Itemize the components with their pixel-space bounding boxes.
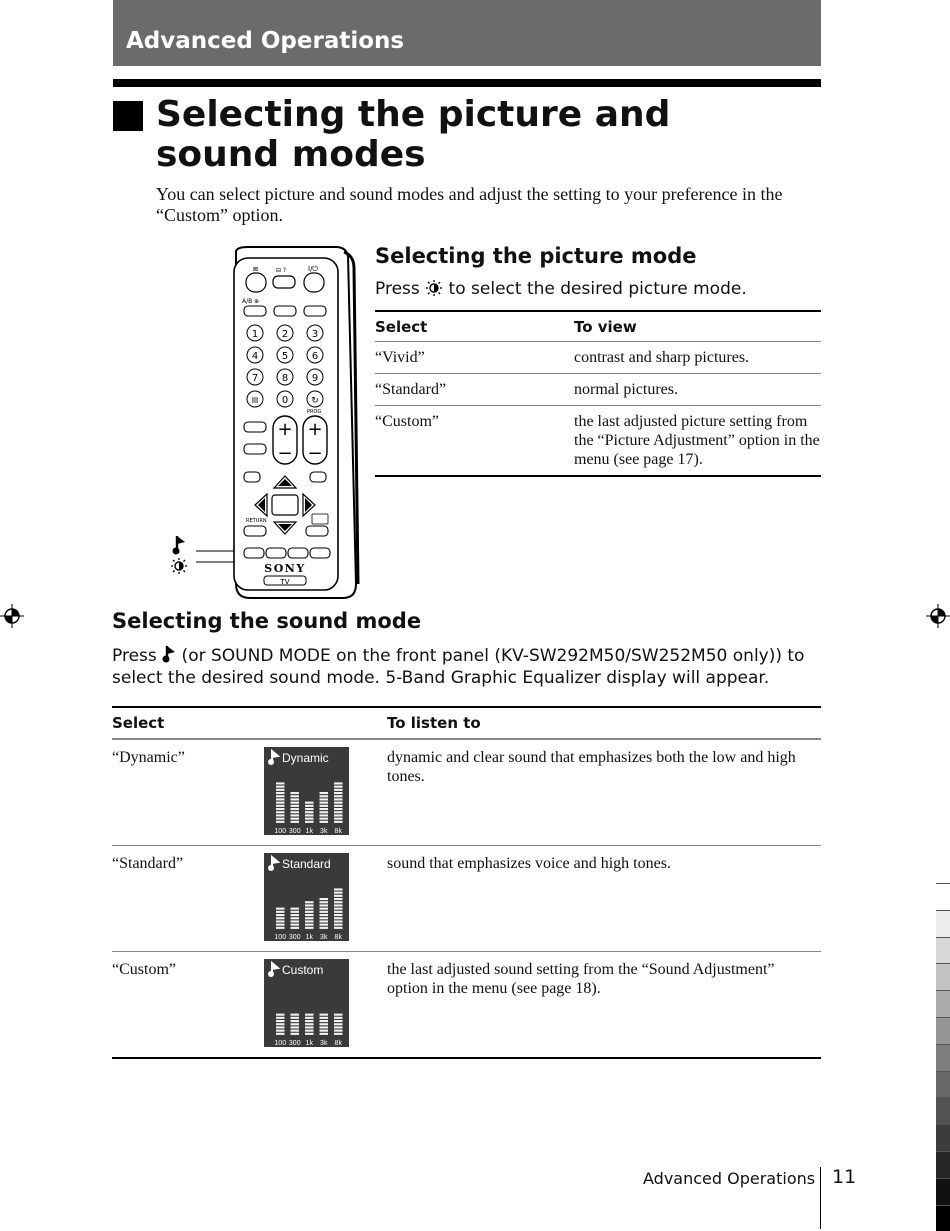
equalizer-bar-segment [276, 805, 285, 807]
equalizer-bar-segment [334, 898, 343, 900]
sound-mode-table [112, 706, 821, 1059]
equalizer-svg [264, 959, 349, 1047]
equalizer-bar-segment [276, 802, 285, 804]
intro-text: You can select picture and sound modes and adjust the setting to your preference in the “Custom” option. [156, 184, 783, 225]
svg-text:3: 3 [311, 329, 319, 340]
equalizer-bar-segment [305, 914, 314, 916]
equalizer-bar-segment [320, 811, 329, 813]
equalizer-bar-segment [320, 908, 329, 910]
equalizer-bar-segment [320, 802, 329, 804]
equalizer-bar-segment [291, 821, 300, 823]
table-row [375, 341, 821, 373]
equalizer-bar-segment [276, 924, 285, 926]
equalizer-bar-segment [291, 805, 300, 807]
svg-text:+: + [307, 419, 323, 440]
equalizer-bar-segment [276, 1017, 285, 1019]
equalizer-bar-segment [276, 789, 285, 791]
equalizer-bar-segment [291, 1026, 300, 1028]
equalizer-bar-segment [305, 808, 314, 810]
row-description: dynamic and clear sound that emphasizes both the low and high tones. [387, 749, 796, 785]
table-row [112, 845, 821, 951]
remote-model-label: TV [280, 578, 290, 586]
equalizer-bar-segment [320, 920, 329, 922]
svg-text:1: 1 [251, 329, 259, 340]
equalizer-bar-segment [334, 782, 343, 784]
equalizer-bar-segment [320, 914, 329, 916]
equalizer-bar-segment [320, 898, 329, 900]
equalizer-bar-segment [305, 811, 314, 813]
equalizer-bar-segment [276, 814, 285, 816]
equalizer-bar-segment [276, 808, 285, 810]
equalizer-bar-segment [276, 786, 285, 788]
equalizer-bar-segment [320, 821, 329, 823]
equalizer-bar-segment [291, 798, 300, 800]
registration-mark-icon [0, 604, 24, 628]
equalizer-bar-segment [334, 805, 343, 807]
row-select: “Dynamic” [112, 749, 185, 766]
picture-mode-icon [171, 558, 187, 574]
equalizer-mode-label: Custom [282, 963, 324, 977]
row-select: “Standard” [112, 855, 184, 872]
svg-text:↻: ↻ [311, 396, 319, 406]
equalizer-bar-segment [276, 917, 285, 919]
equalizer-bar-segment [334, 901, 343, 903]
page-title: Selecting the picture and sound modes [156, 94, 671, 175]
equalizer-bar-segment [305, 904, 314, 906]
equalizer-bar-segment [334, 904, 343, 906]
section-header [113, 0, 821, 66]
equalizer-bar-segment [276, 914, 285, 916]
equalizer-bar-segment [276, 821, 285, 823]
table-row [112, 951, 821, 1057]
equalizer-band-label: 8k [334, 1040, 342, 1047]
equalizer-bar-segment [320, 795, 329, 797]
picture-mode-icon [425, 280, 443, 296]
equalizer-bar-segment [334, 798, 343, 800]
equalizer-bar-segment [276, 795, 285, 797]
equalizer-bar-segment [334, 1026, 343, 1028]
equalizer-bar-segment [291, 911, 300, 913]
equalizer-bar-segment [276, 1026, 285, 1028]
picture-mode-heading: Selecting the picture mode [375, 244, 697, 268]
column-header-to-view: To view [574, 318, 637, 336]
equalizer-band-label: 3k [320, 934, 328, 941]
equalizer-band-label: 100 [274, 934, 287, 941]
equalizer-bar-segment [320, 1023, 329, 1025]
equalizer-bar-segment [291, 924, 300, 926]
equalizer-bar-segment [276, 911, 285, 913]
equalizer-bar-segment [320, 1030, 329, 1032]
equalizer-bar-segment [291, 1017, 300, 1019]
equalizer-bar-segment [334, 924, 343, 926]
equalizer-bar-segment [334, 789, 343, 791]
remote-control-illustration [168, 244, 362, 604]
equalizer-bar-segment [291, 914, 300, 916]
equalizer-bar-segment [291, 920, 300, 922]
remote-brand: SONY [264, 562, 306, 575]
equalizer-bar-segment [291, 802, 300, 804]
equalizer-bar-segment [305, 821, 314, 823]
equalizer-bar-segment [334, 811, 343, 813]
equalizer-bar-segment [276, 927, 285, 929]
svg-text:8: 8 [281, 373, 289, 384]
row-select: “Vivid” [375, 349, 425, 366]
equalizer-display [264, 747, 349, 835]
equalizer-band-label: 3k [320, 1040, 328, 1047]
equalizer-mode-label: Dynamic [282, 751, 329, 765]
equalizer-band-label: 100 [274, 828, 287, 835]
equalizer-bar-segment [305, 908, 314, 910]
svg-text:⊠: ⊠ [253, 266, 259, 273]
row-view: normal pictures. [574, 381, 678, 398]
equalizer-bar-segment [320, 1026, 329, 1028]
registration-mark-icon [926, 604, 950, 628]
equalizer-bar-segment [305, 911, 314, 913]
equalizer-band-label: 1k [305, 828, 313, 835]
equalizer-bar-segment [320, 814, 329, 816]
svg-text:I/⏻: I/⏻ [308, 265, 318, 273]
svg-text:−: − [307, 443, 323, 464]
svg-text:⊟ ?: ⊟ ? [276, 267, 287, 274]
equalizer-bar-segment [334, 792, 343, 794]
sound-mode-icon-head [268, 759, 274, 765]
equalizer-bar-segment [291, 792, 300, 794]
equalizer-bar-segment [305, 924, 314, 926]
equalizer-bar-segment [305, 1017, 314, 1019]
svg-text:7: 7 [251, 373, 259, 384]
sound-mode-icon-head [268, 865, 274, 871]
equalizer-bar-segment [334, 908, 343, 910]
section-header-title: Advanced Operations [126, 28, 405, 54]
equalizer-band-label: 100 [274, 1040, 287, 1047]
equalizer-bar-segment [305, 1014, 314, 1016]
footer-section-label: Advanced Operations [643, 1169, 816, 1188]
row-description: the last adjusted sound setting from the “Sound Adjustment” option in the menu (see page 18). [387, 961, 775, 997]
equalizer-bar-segment [334, 808, 343, 810]
equalizer-band-label: 1k [305, 934, 313, 941]
table-row [375, 405, 821, 475]
equalizer-bar-segment [276, 1030, 285, 1032]
sound-mode-icon-head [268, 971, 274, 977]
svg-text:0: 0 [281, 395, 289, 406]
equalizer-bar-segment [291, 1023, 300, 1025]
equalizer-bar-segment [320, 917, 329, 919]
column-header-select: Select [112, 714, 165, 732]
equalizer-bar-segment [305, 818, 314, 820]
equalizer-bar-segment [291, 1033, 300, 1035]
equalizer-band-label: 300 [288, 828, 301, 835]
equalizer-bar-segment [305, 814, 314, 816]
equalizer-bar-segment [276, 1014, 285, 1016]
equalizer-bar-segment [276, 792, 285, 794]
sound-mode-icon [173, 536, 186, 555]
equalizer-bar-segment [334, 892, 343, 894]
equalizer-svg [264, 747, 349, 835]
equalizer-bar-segment [276, 920, 285, 922]
equalizer-bar-segment [305, 920, 314, 922]
row-select: “Standard” [375, 381, 447, 398]
picture-mode-table [375, 310, 821, 477]
equalizer-bar-segment [305, 802, 314, 804]
equalizer-bar-segment [334, 821, 343, 823]
table-header-row [112, 708, 821, 739]
equalizer-bar-segment [291, 1030, 300, 1032]
equalizer-bar-segment [305, 1033, 314, 1035]
equalizer-mode-label: Standard [282, 857, 331, 871]
equalizer-bar-segment [305, 927, 314, 929]
equalizer-bar-segment [320, 1014, 329, 1016]
equalizer-bar-segment [320, 818, 329, 820]
picture-mode-instruction: Press to select the desired picture mode. [375, 279, 747, 299]
equalizer-bar-segment [334, 927, 343, 929]
row-view: the last adjusted picture setting from the “Picture Adjustment” option in the menu (see page 17). [574, 413, 820, 468]
equalizer-bar-segment [334, 818, 343, 820]
row-description: sound that emphasizes voice and high tones. [387, 855, 671, 872]
remote-control-svg [168, 244, 362, 604]
equalizer-bar-segment [334, 814, 343, 816]
title-bullet-square [113, 101, 143, 131]
equalizer-bar-segment [291, 814, 300, 816]
equalizer-band-label: 8k [334, 828, 342, 835]
equalizer-svg [264, 853, 349, 941]
svg-text:2: 2 [281, 329, 289, 340]
equalizer-bar-segment [305, 1030, 314, 1032]
equalizer-bar-segment [276, 1033, 285, 1035]
svg-text:−: − [277, 443, 293, 464]
row-select: “Custom” [375, 413, 439, 430]
equalizer-bar-segment [305, 1026, 314, 1028]
column-header-select: Select [375, 318, 428, 336]
row-view: contrast and sharp pictures. [574, 349, 750, 366]
equalizer-bar-segment [291, 808, 300, 810]
equalizer-bar-segment [334, 1030, 343, 1032]
svg-text:6: 6 [311, 351, 319, 362]
equalizer-bar-segment [320, 808, 329, 810]
equalizer-display [264, 959, 349, 1047]
equalizer-band-label: 3k [320, 828, 328, 835]
equalizer-band-label: 300 [288, 1040, 301, 1047]
equalizer-bar-segment [291, 818, 300, 820]
greyscale-calibration-strip [936, 883, 950, 1231]
equalizer-bar-segment [291, 811, 300, 813]
equalizer-bar-segment [305, 1020, 314, 1022]
return-label: RETURN [246, 518, 267, 524]
equalizer-bar-segment [320, 1020, 329, 1022]
equalizer-bar-segment [305, 805, 314, 807]
equalizer-bar-segment [320, 1017, 329, 1019]
table-header-row [375, 312, 821, 341]
equalizer-bar-segment [276, 1020, 285, 1022]
svg-text:4: 4 [251, 351, 259, 362]
equalizer-bar-segment [334, 917, 343, 919]
equalizer-bar-segment [291, 908, 300, 910]
equalizer-bar-segment [291, 917, 300, 919]
equalizer-display [264, 853, 349, 941]
equalizer-bar-segment [334, 786, 343, 788]
equalizer-bar-segment [334, 1020, 343, 1022]
equalizer-bar-segment [320, 798, 329, 800]
equalizer-bar-segment [291, 927, 300, 929]
page-number: 11 [832, 1166, 857, 1188]
equalizer-bar-segment [276, 818, 285, 820]
equalizer-bar-segment [320, 792, 329, 794]
svg-text:A/B ⊕: A/B ⊕ [242, 298, 260, 305]
equalizer-bar-segment [334, 920, 343, 922]
equalizer-bar-segment [320, 901, 329, 903]
equalizer-band-label: 1k [305, 1040, 313, 1047]
equalizer-band-label: 300 [288, 934, 301, 941]
equalizer-bar-segment [276, 811, 285, 813]
equalizer-bar-segment [320, 927, 329, 929]
table-row [112, 739, 821, 845]
equalizer-bar-segment [305, 1023, 314, 1025]
equalizer-bar-segment [334, 1014, 343, 1016]
equalizer-bar-segment [334, 1033, 343, 1035]
sound-mode-icon [162, 645, 176, 663]
svg-text:▤: ▤ [251, 396, 259, 404]
equalizer-bar-segment [334, 911, 343, 913]
equalizer-bar-segment [334, 1017, 343, 1019]
equalizer-bar-segment [305, 917, 314, 919]
equalizer-bar-segment [276, 782, 285, 784]
equalizer-bar-segment [334, 1023, 343, 1025]
row-select: “Custom” [112, 961, 176, 978]
equalizer-bar-segment [276, 798, 285, 800]
sound-mode-heading: Selecting the sound mode [112, 609, 422, 633]
svg-text:PROG: PROG [307, 409, 322, 415]
equalizer-bar-segment [334, 802, 343, 804]
equalizer-band-label: 8k [334, 934, 342, 941]
equalizer-bar-segment [305, 901, 314, 903]
equalizer-bar-segment [334, 888, 343, 890]
svg-text:9: 9 [311, 373, 319, 384]
equalizer-bar-segment [334, 895, 343, 897]
equalizer-bar-segment [334, 914, 343, 916]
equalizer-bar-segment [291, 795, 300, 797]
equalizer-bar-segment [276, 1023, 285, 1025]
equalizer-bar-segment [276, 908, 285, 910]
equalizer-bar-segment [291, 1020, 300, 1022]
header-rule [113, 79, 821, 87]
column-header-to-listen-to: To listen to [387, 714, 481, 732]
equalizer-bar-segment [334, 795, 343, 797]
table-row [375, 373, 821, 405]
footer-divider [820, 1167, 821, 1229]
equalizer-bar-segment [291, 1014, 300, 1016]
equalizer-bar-segment [320, 805, 329, 807]
equalizer-bar-segment [320, 904, 329, 906]
svg-text:5: 5 [281, 351, 289, 362]
equalizer-bar-segment [320, 924, 329, 926]
sound-mode-instruction: Press (or SOUND MODE on the front panel (KV-SW292M50/SW252M50 only)) to select the desired sound mode. 5-Band Graphic Equalizer display will appear. [112, 646, 805, 688]
equalizer-bar-segment [320, 1033, 329, 1035]
equalizer-bar-segment [320, 911, 329, 913]
svg-text:+: + [277, 419, 293, 440]
